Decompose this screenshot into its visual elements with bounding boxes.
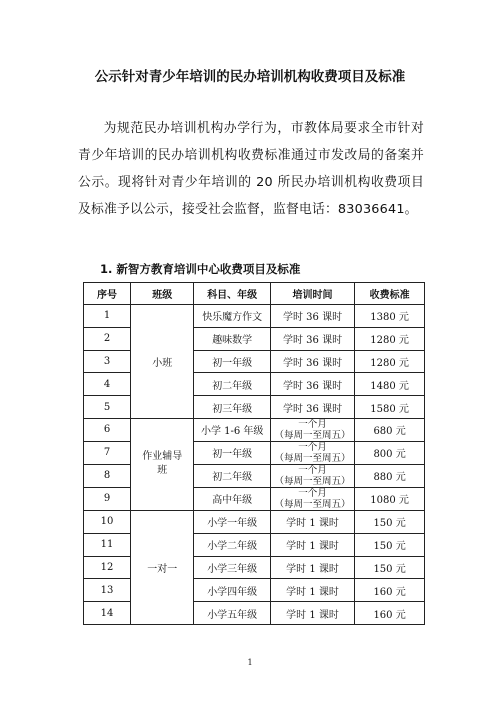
row-fee: 150 元: [355, 533, 425, 556]
row-subject: 初二年级: [194, 373, 270, 396]
row-subject: 小学一年级: [194, 510, 270, 533]
row-subject: 小学四年级: [194, 579, 270, 602]
group-cell: [131, 418, 194, 510]
document-title: 公示针对青少年培训的民办培训机构收费项目及标准: [94, 69, 406, 85]
header-time: 培训时间: [270, 283, 354, 305]
row-time: 学时 1 课时: [270, 556, 354, 579]
table-row: [84, 510, 425, 533]
row-no: 13: [84, 579, 131, 602]
table-row: [84, 305, 425, 328]
row-fee: 1380 元: [355, 305, 425, 328]
time-line-2: （每周一至周五）: [274, 452, 351, 464]
row-fee: 150 元: [355, 510, 425, 533]
row-time: 学时 36 课时: [270, 350, 354, 373]
row-time: 学时 36 课时: [270, 373, 354, 396]
row-fee: 1280 元: [355, 350, 425, 373]
row-fee: 1280 元: [355, 327, 425, 350]
row-time: 学时 1 课时: [270, 579, 354, 602]
table-header-row: [84, 283, 425, 305]
row-fee: 160 元: [355, 579, 425, 602]
row-no: 1: [84, 305, 131, 328]
header-subject: 科目、年级: [194, 283, 270, 305]
row-subject: 初三年级: [194, 396, 270, 419]
row-subject: 小学三年级: [194, 556, 270, 579]
row-no: 12: [84, 556, 131, 579]
row-fee: 880 元: [355, 464, 425, 487]
row-time: [270, 441, 354, 464]
row-subject: 趣味数学: [194, 327, 270, 350]
row-no: 2: [84, 327, 131, 350]
row-no: 4: [84, 373, 131, 396]
time-line-1: 一个月: [298, 418, 327, 430]
row-no: 3: [84, 350, 131, 373]
row-fee: 150 元: [355, 556, 425, 579]
row-subject: 初一年级: [194, 350, 270, 373]
row-subject: 小学 1-6 年级: [194, 418, 270, 441]
table-row: [84, 418, 425, 441]
row-no: 9: [84, 487, 131, 510]
row-no: 8: [84, 464, 131, 487]
time-line-1: 一个月: [298, 441, 327, 453]
header-no: 序号: [84, 283, 131, 305]
row-no: 5: [84, 396, 131, 419]
row-no: 14: [84, 602, 131, 625]
row-time: [270, 418, 354, 441]
header-class: 班级: [131, 283, 194, 305]
row-fee: 800 元: [355, 441, 425, 464]
row-subject: 快乐魔方作文: [194, 305, 270, 328]
row-no: 6: [84, 418, 131, 441]
row-fee: 1480 元: [355, 373, 425, 396]
row-subject: 小学二年级: [194, 533, 270, 556]
row-time: 学时 1 课时: [270, 602, 354, 625]
intro-paragraph: 为规范民办培训机构办学行为，市教体局要求全市针对青少年培训的民办培训机构收费标准通过市发改局的备案并公示。现将针对青少年培训的 20 所民办培训机构收费项目及标准予以公示，接受社会监督，监督电话：83036641。: [78, 121, 424, 217]
row-time: 学时 36 课时: [270, 396, 354, 419]
row-subject: 初二年级: [194, 464, 270, 487]
page-number: 1: [247, 658, 253, 667]
time-line-1: 一个月: [298, 464, 327, 476]
time-line-2: （每周一至周五）: [274, 429, 351, 441]
row-time: 学时 1 课时: [270, 510, 354, 533]
time-line-2: （每周一至周五）: [274, 498, 351, 510]
section-heading: 1. 新智方教育培训中心收费项目及标准: [100, 262, 301, 276]
row-no: 10: [84, 510, 131, 533]
row-no: 11: [84, 533, 131, 556]
row-time: 学时 1 课时: [270, 533, 354, 556]
row-fee: 1580 元: [355, 396, 425, 419]
row-subject: 高中年级: [194, 487, 270, 510]
row-time: [270, 487, 354, 510]
row-fee: 160 元: [355, 602, 425, 625]
time-line-2: （每周一至周五）: [274, 475, 351, 487]
group-label: 作业辅导班: [142, 451, 183, 477]
row-subject: 初一年级: [194, 441, 270, 464]
row-fee: 680 元: [355, 418, 425, 441]
fee-table: [83, 282, 425, 625]
time-line-1: 一个月: [298, 487, 327, 499]
row-time: 学时 36 课时: [270, 305, 354, 328]
row-time: [270, 464, 354, 487]
row-no: 7: [84, 441, 131, 464]
row-time: 学时 36 课时: [270, 327, 354, 350]
row-subject: 小学五年级: [194, 602, 270, 625]
group-cell: 一对一: [131, 510, 194, 624]
group-cell: 小班: [131, 305, 194, 419]
row-fee: 1080 元: [355, 487, 425, 510]
header-fee: 收费标准: [355, 283, 425, 305]
